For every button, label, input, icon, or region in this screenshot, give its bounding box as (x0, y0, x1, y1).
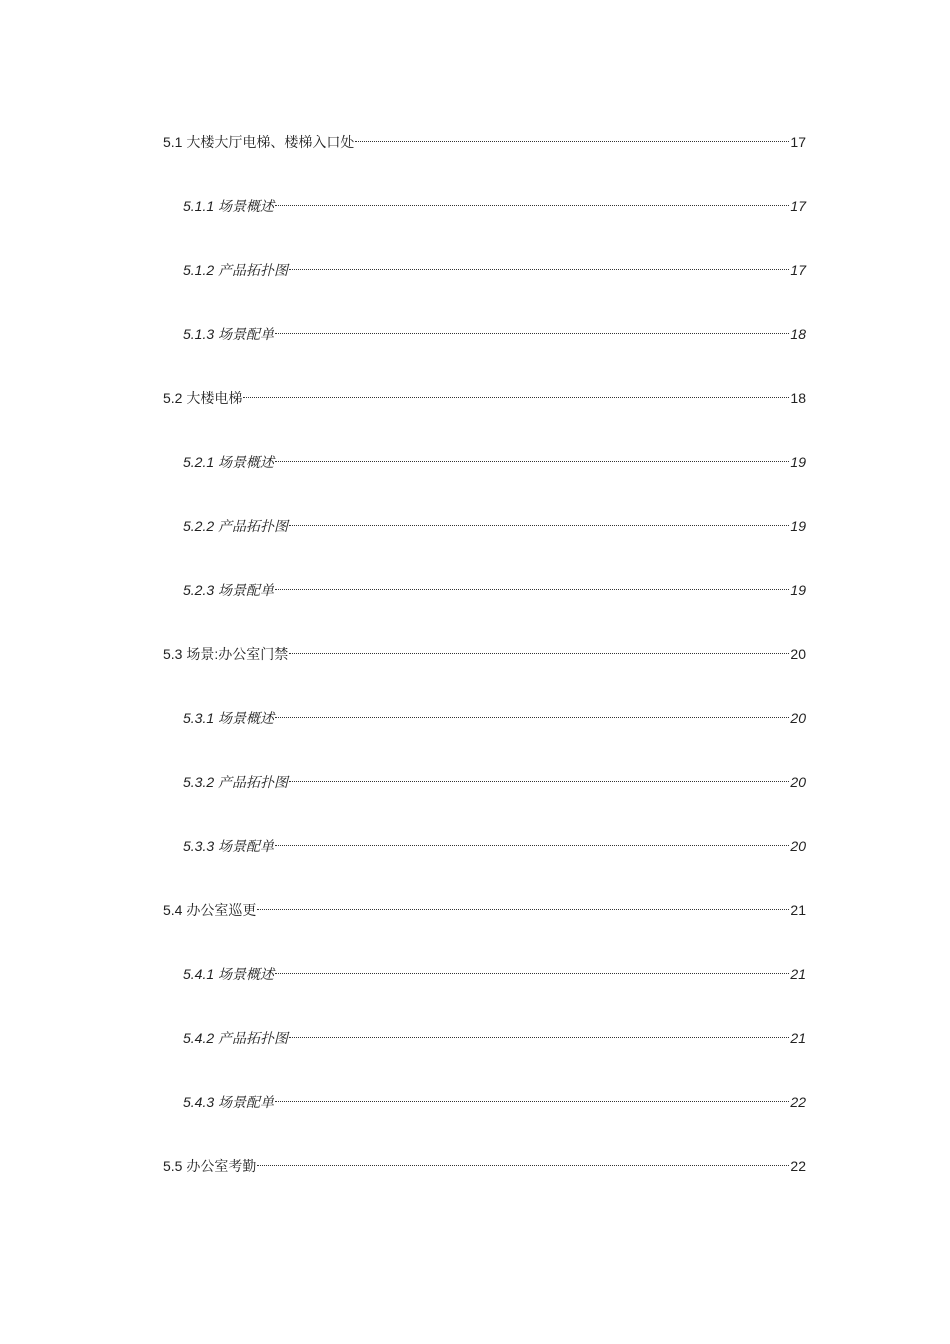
toc-entry-5-1-2[interactable] (183, 255, 806, 278)
toc-entry-title: 办公室考勤 (186, 1158, 257, 1174)
toc-entry-5-4-1[interactable] (183, 959, 806, 982)
toc-entry-5-2-2[interactable] (183, 511, 806, 534)
toc-entry-number: 5.2.2 (183, 518, 215, 534)
toc-entry-number: 5.1 (163, 134, 183, 150)
toc-entry-title: 场景配单 (218, 1094, 275, 1110)
toc-entry-number: 5.2 (163, 390, 183, 406)
dot-leader (289, 639, 789, 659)
dot-leader (289, 255, 789, 275)
dot-leader (275, 1087, 789, 1107)
dot-leader (257, 1151, 789, 1171)
toc-entry-page: 18 (790, 326, 806, 342)
toc-entry-page: 17 (790, 198, 806, 214)
toc-entry-title: 办公室巡更 (186, 902, 257, 918)
toc-entry-5-3[interactable] (163, 639, 806, 662)
toc-entry-title: 场景配单 (218, 838, 275, 854)
toc-entry-number: 5.3 (163, 646, 183, 662)
toc-entry-number: 5.4.1 (183, 966, 215, 982)
toc-entry-page: 22 (790, 1094, 806, 1110)
toc-entry-page: 20 (790, 710, 806, 726)
toc-entry-5-2[interactable] (163, 383, 806, 406)
toc-entry-page: 20 (790, 838, 806, 854)
toc-entry-title: 场景概述 (218, 966, 275, 982)
toc-entry-title: 场景概述 (218, 198, 275, 214)
toc-entry-5-4[interactable] (163, 895, 806, 918)
toc-entry-5-1-3[interactable] (183, 319, 806, 342)
toc-entry-title: 产品拓扑图 (218, 1030, 289, 1046)
toc-entry-title: 产品拓扑图 (218, 518, 289, 534)
dot-leader (243, 383, 789, 403)
toc-entry-5-4-2[interactable] (183, 1023, 806, 1046)
toc-entry-5-3-3[interactable] (183, 831, 806, 854)
toc-entry-page: 19 (790, 518, 806, 534)
toc-entry-page: 20 (790, 646, 806, 662)
dot-leader (289, 767, 789, 787)
toc-entry-number: 5.4.3 (183, 1094, 215, 1110)
toc-entry-number: 5.1.2 (183, 262, 215, 278)
toc-entry-page: 17 (790, 134, 806, 150)
toc-entry-5-2-3[interactable] (183, 575, 806, 598)
toc-entry-5-5[interactable] (163, 1151, 806, 1174)
toc-entry-title: 场景概述 (218, 710, 275, 726)
dot-leader (275, 959, 789, 979)
toc-entry-5-3-1[interactable] (183, 703, 806, 726)
dot-leader (275, 831, 789, 851)
toc-entry-number: 5.5 (163, 1158, 183, 1174)
toc-entry-5-1-1[interactable] (183, 191, 806, 214)
toc-entry-5-3-2[interactable] (183, 767, 806, 790)
toc-entry-page: 21 (790, 966, 806, 982)
toc-entry-page: 18 (790, 390, 806, 406)
dot-leader (275, 319, 789, 339)
dot-leader (275, 703, 789, 723)
toc-entry-title: 产品拓扑图 (218, 262, 289, 278)
toc-entry-5-1[interactable] (163, 127, 806, 150)
toc-entry-number: 5.2.1 (183, 454, 215, 470)
toc-entry-title: 产品拓扑图 (218, 774, 289, 790)
toc-entry-number: 5.2.3 (183, 582, 215, 598)
toc-entry-number: 5.3.2 (183, 774, 215, 790)
dot-leader (275, 191, 789, 211)
toc-entry-5-2-1[interactable] (183, 447, 806, 470)
toc-entry-number: 5.1.1 (183, 198, 215, 214)
toc-entry-number: 5.3.3 (183, 838, 215, 854)
toc-entry-number: 5.3.1 (183, 710, 215, 726)
toc-entry-page: 21 (790, 1030, 806, 1046)
toc-entry-number: 5.4.2 (183, 1030, 215, 1046)
dot-leader (289, 511, 789, 531)
toc-entry-page: 19 (790, 582, 806, 598)
dot-leader (289, 1023, 789, 1043)
toc-entry-page: 20 (790, 774, 806, 790)
dot-leader (275, 447, 789, 467)
dot-leader (355, 127, 789, 147)
toc-entry-page: 21 (790, 902, 806, 918)
toc-entry-5-4-3[interactable] (183, 1087, 806, 1110)
toc-entry-title: 大楼电梯 (186, 390, 243, 406)
toc-entry-page: 19 (790, 454, 806, 470)
toc-entry-page: 22 (790, 1158, 806, 1174)
toc-entry-title: 大楼大厅电梯、楼梯入口处 (186, 134, 355, 150)
toc-entry-title: 场景:办公室门禁 (186, 646, 289, 662)
toc-entry-page: 17 (790, 262, 806, 278)
dot-leader (257, 895, 789, 915)
toc-entry-title: 场景概述 (218, 454, 275, 470)
toc-entry-title: 场景配单 (218, 326, 275, 342)
toc-entry-title: 场景配单 (218, 582, 275, 598)
dot-leader (275, 575, 789, 595)
toc-entry-number: 5.4 (163, 902, 183, 918)
toc-entry-number: 5.1.3 (183, 326, 215, 342)
